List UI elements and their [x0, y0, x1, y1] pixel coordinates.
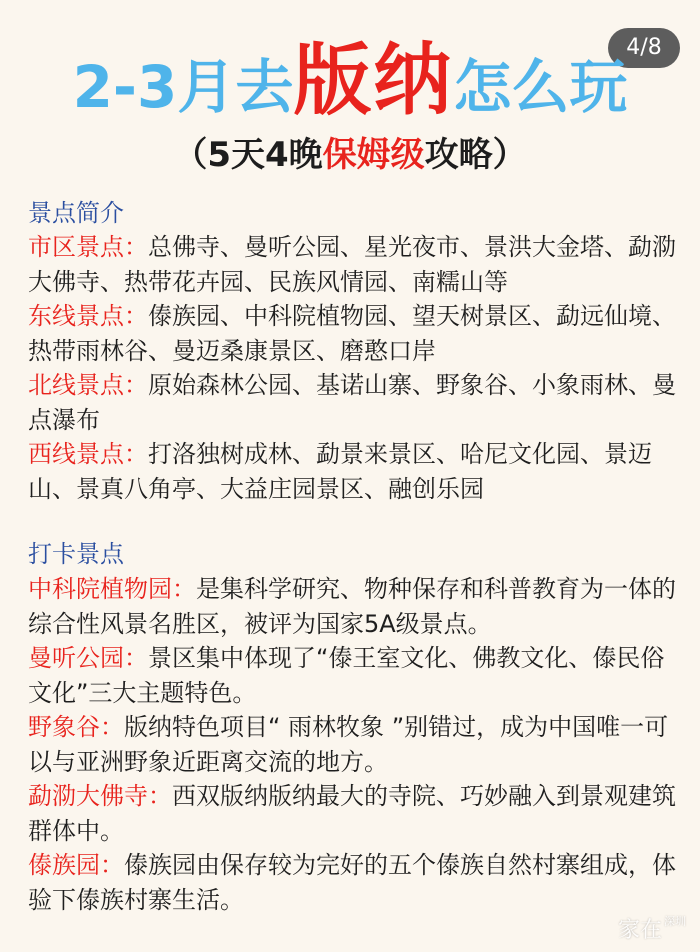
item-text: 傣族园由保存较为完好的五个傣族自然村寨组成，体验下傣族村寨生活。	[28, 851, 676, 914]
title-highlight: 版纳	[293, 36, 454, 126]
item-label: 野象谷：	[28, 713, 124, 741]
list-item-east-sights	[28, 299, 676, 368]
item-text: 打洛独树成林、勐景来景区、哈尼文化园、景迈山、景真八角亭、大益庄园景区、融创乐园	[28, 440, 652, 503]
title-suffix: 怎么玩	[453, 53, 628, 121]
list-item-urban-sights	[28, 230, 676, 299]
list-item-dai-garden	[28, 848, 676, 917]
item-text: 景区集中体现了“傣王室文化、佛教文化、傣民俗文化”三大主题特色。	[28, 644, 665, 707]
list-item-manting-park	[28, 641, 676, 710]
item-label: 曼听公园：	[28, 644, 148, 672]
item-text: 傣族园、中科院植物园、望天树景区、勐远仙境、热带雨林谷、曼迈桑康景区、磨憨口岸	[28, 302, 676, 365]
page-counter-badge: 4/8	[608, 28, 680, 68]
list-item-west-sights	[28, 437, 676, 506]
subtitle	[0, 132, 700, 178]
item-label: 东线景点：	[28, 302, 148, 330]
item-text: 西双版纳版纳最大的寺院、巧妙融入到景观建筑群体中。	[28, 782, 676, 845]
item-text: 原始森林公园、基诺山寨、野象谷、小象雨林、曼点瀑布	[28, 371, 676, 434]
subtitle-highlight: 保姆级	[322, 135, 425, 175]
list-item-north-sights	[28, 368, 676, 437]
watermark	[618, 913, 686, 944]
item-text: 版纳特色项目“ 雨林牧象 ”别错过，成为中国唯一可以与亚洲野象近距离交流的地方。	[28, 713, 669, 776]
item-label: 西线景点：	[28, 440, 148, 468]
section-title-intro: 景点简介	[28, 199, 124, 227]
subtitle-open: （5天4晚	[173, 135, 323, 175]
list-item-great-buddha-temple	[28, 779, 676, 848]
title-prefix: 2-3月去	[72, 53, 294, 121]
item-label: 傣族园：	[28, 851, 124, 879]
watermark-main: 家在	[617, 918, 662, 943]
item-text: 总佛寺、曼听公园、星光夜市、景洪大金塔、勐泐大佛寺、热带花卉园、民族风情园、南糯山等	[28, 233, 676, 296]
page-title	[0, 36, 700, 147]
list-item-botanical-garden	[28, 572, 676, 641]
item-label: 北线景点：	[28, 371, 148, 399]
list-item-wild-elephant-valley	[28, 710, 676, 779]
item-label: 市区景点：	[28, 233, 148, 261]
watermark-small: 深圳	[664, 915, 686, 928]
item-label: 中科院植物园：	[28, 575, 196, 603]
item-label: 勐泐大佛寺：	[28, 782, 172, 810]
section-title-checkin: 打卡景点	[28, 540, 124, 568]
subtitle-close: 攻略）	[424, 135, 527, 175]
item-text: 是集科学研究、物种保存和科普教育为一体的综合性风景名胜区，被评为国家5A级景点。	[28, 575, 676, 638]
